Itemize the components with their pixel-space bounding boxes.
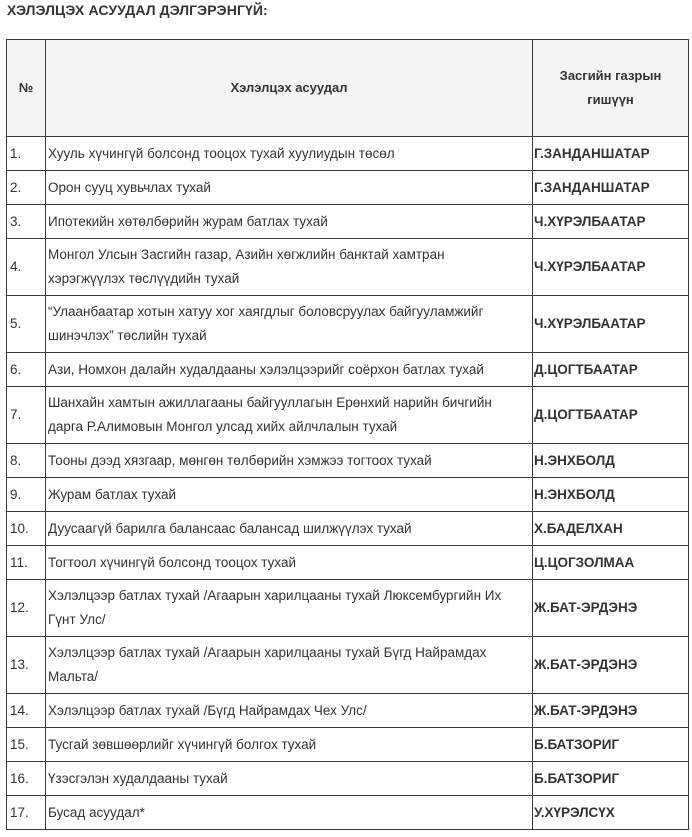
table-row: [7, 387, 689, 444]
row-member: Ж.БАТ-ЭРДЭНЭ: [533, 694, 689, 728]
row-number: 13.: [7, 637, 46, 694]
table-row: [7, 444, 689, 478]
table-row: [7, 796, 689, 830]
row-question: Дуусаагүй барилга балансаас балансад шилжүүлэх тухай: [46, 512, 533, 546]
row-member: Д.ЦОГТБААТАР: [533, 353, 689, 387]
table-header-row: [7, 40, 689, 137]
row-question-line1: Хэлэлцээр батлах тухай /Агаарын харилцааны тухай Бүгд Найрамдах: [48, 645, 487, 660]
row-number: 17.: [7, 796, 46, 830]
table-row: [7, 512, 689, 546]
row-member: Н.ЭНХБОЛД: [533, 478, 689, 512]
row-question: [46, 637, 533, 694]
table-row: [7, 171, 689, 205]
header-question: Хэлэлцэх асуудал: [46, 40, 533, 137]
row-question: [46, 387, 533, 444]
header-member-line2: гишүүн: [587, 92, 634, 107]
row-question: [46, 296, 533, 353]
row-question: Ипотекийн хөтөлбөрийн журам батлах тухай: [46, 205, 533, 239]
row-question: Хууль хүчингүй болсонд тооцох тухай хуулиудын төсөл: [46, 137, 533, 171]
row-number: 11.: [7, 546, 46, 580]
row-question-line2: Гүнт Улс/: [48, 612, 106, 627]
row-question-line1: Шанхайн хамтын ажиллагааны байгууллагын Ерөнхий нарийн бичгийн: [48, 395, 492, 410]
row-question-line2: Мальта/: [48, 669, 99, 684]
header-number: №: [7, 40, 46, 137]
table-row: [7, 762, 689, 796]
row-member: Н.ЭНХБОЛД: [533, 444, 689, 478]
row-question-line1: “Улаанбаатар хотын хатуу хог хаягдлыг боловсруулах байгууламжийг: [48, 304, 484, 319]
row-member: Ч.ХҮРЭЛБААТАР: [533, 239, 689, 296]
row-member: Ч.ХҮРЭЛБААТАР: [533, 205, 689, 239]
row-member: Г.ЗАНДАНШАТАР: [533, 171, 689, 205]
table-row: [7, 546, 689, 580]
row-question: Тооны дээд хязгаар, мөнгөн төлбөрийн хэмжээ тогтоох тухай: [46, 444, 533, 478]
table-row: [7, 205, 689, 239]
row-member: Ж.БАТ-ЭРДЭНЭ: [533, 580, 689, 637]
row-question: Орон сууц хувьчлах тухай: [46, 171, 533, 205]
row-number: 12.: [7, 580, 46, 637]
row-number: 2.: [7, 171, 46, 205]
row-number: 4.: [7, 239, 46, 296]
table-row: [7, 728, 689, 762]
row-member: Ц.ЦОГЗОЛМАА: [533, 546, 689, 580]
row-question: Ази, Номхон далайн худалдааны хэлэлцээрийг соёрхон батлах тухай: [46, 353, 533, 387]
row-question-line2: шинэчлэх” төслийн тухай: [48, 328, 207, 343]
row-question-line1: Хэлэлцээр батлах тухай /Агаарын харилцааны тухай Люксембургийн Их: [48, 588, 502, 603]
table-row: [7, 694, 689, 728]
table-row: [7, 239, 689, 296]
row-number: 16.: [7, 762, 46, 796]
row-number: 14.: [7, 694, 46, 728]
row-member: Д.ЦОГТБААТАР: [533, 387, 689, 444]
row-number: 15.: [7, 728, 46, 762]
table-row: [7, 296, 689, 353]
row-number: 6.: [7, 353, 46, 387]
row-number: 9.: [7, 478, 46, 512]
row-number: 8.: [7, 444, 46, 478]
row-member: Г.ЗАНДАНШАТАР: [533, 137, 689, 171]
table-row: [7, 637, 689, 694]
row-number: 3.: [7, 205, 46, 239]
table-row: [7, 478, 689, 512]
row-question: Бусад асуудал*: [46, 796, 533, 830]
row-question: Журам батлах тухай: [46, 478, 533, 512]
row-question: Үзэсгэлэн худалдааны тухай: [46, 762, 533, 796]
row-question: Тогтоол хүчингүй болсонд тооцох тухай: [46, 546, 533, 580]
page-heading: ХЭЛЭЛЦЭХ АСУУДАЛ ДЭЛГЭРЭНГҮЙ:: [7, 2, 268, 18]
table-row: [7, 580, 689, 637]
row-member: Ж.БАТ-ЭРДЭНЭ: [533, 637, 689, 694]
row-question: [46, 239, 533, 296]
header-member-line1: Засгийн газрын: [559, 68, 662, 83]
row-number: 1.: [7, 137, 46, 171]
row-number: 10.: [7, 512, 46, 546]
row-question: Тусгай зөвшөөрлийг хүчингүй болгох тухай: [46, 728, 533, 762]
row-number: 5.: [7, 296, 46, 353]
table-row: [7, 353, 689, 387]
row-member: Ч.ХҮРЭЛБААТАР: [533, 296, 689, 353]
row-question-line2: дарга Р.Алимовын Монгол улсад хийх айлчлалын тухай: [48, 419, 398, 434]
row-question-line2: хэрэгжүүлэх төслүүдийн тухай: [48, 271, 240, 286]
row-number: 7.: [7, 387, 46, 444]
agenda-table: [6, 39, 689, 830]
row-member: Х.БАДЕЛХАН: [533, 512, 689, 546]
row-member: Б.БАТЗОРИГ: [533, 728, 689, 762]
table-row: [7, 137, 689, 171]
row-question: [46, 580, 533, 637]
row-member: Б.БАТЗОРИГ: [533, 762, 689, 796]
row-member: У.ХҮРЭЛСҮХ: [533, 796, 689, 830]
header-member: [533, 40, 689, 137]
row-question: Хэлэлцээр батлах тухай /Бүгд Найрамдах Чех Улс/: [46, 694, 533, 728]
row-question-line1: Монгол Улсын Засгийн газар, Азийн хөгжлийн банктай хамтран: [48, 247, 445, 262]
